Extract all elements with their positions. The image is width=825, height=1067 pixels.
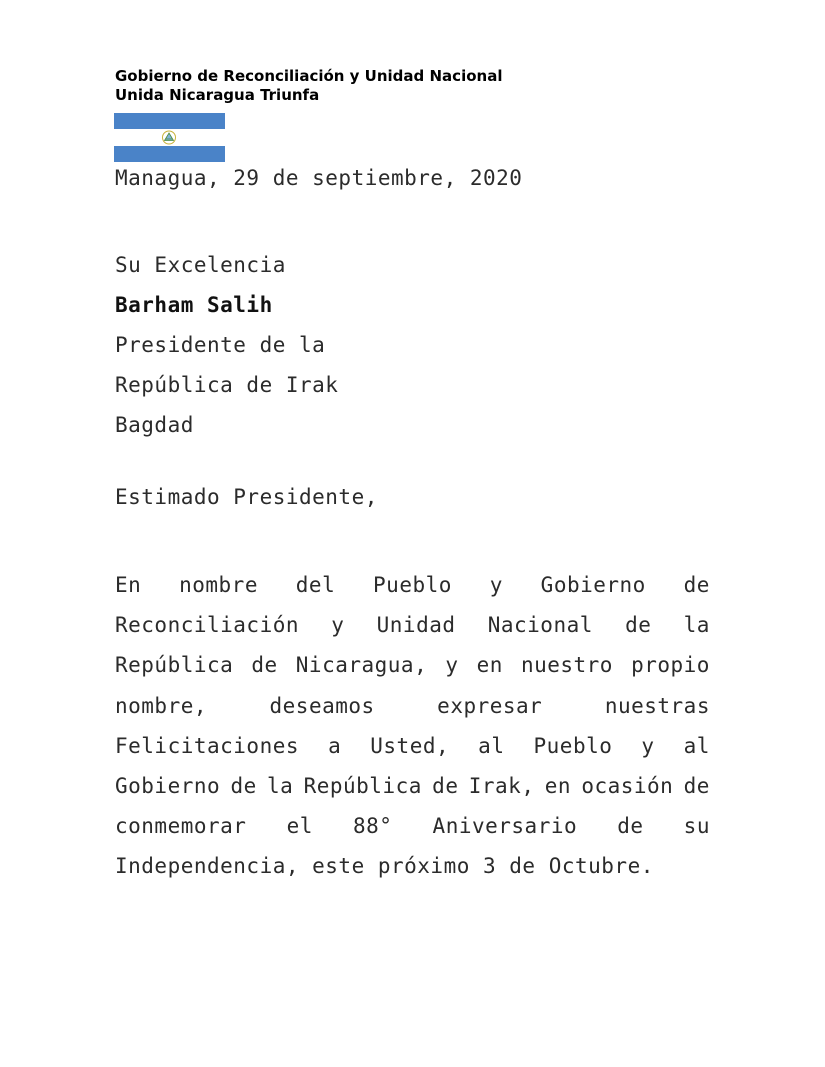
- body-line: [115, 605, 710, 645]
- body-word: el: [286, 814, 313, 839]
- body-word: del: [295, 573, 336, 597]
- body-word: de: [251, 653, 278, 678]
- body-line: [115, 846, 710, 886]
- flag-bottom-stripe: [114, 146, 225, 162]
- body-word: Usted,: [370, 733, 450, 758]
- body-word: conmemorar: [115, 814, 247, 839]
- letterhead-government-name: Gobierno de Reconciliación y Unidad Nacional: [115, 67, 503, 85]
- letterhead: [115, 67, 502, 105]
- body-word: y: [641, 733, 655, 758]
- body-word: Reconciliación: [115, 613, 300, 638]
- body-word: nombre: [179, 573, 258, 597]
- body-word: la: [267, 773, 294, 798]
- body-word: deseamos: [269, 693, 375, 718]
- body-line: [115, 645, 710, 685]
- body-word: Nacional: [487, 613, 593, 638]
- body-word: al: [683, 733, 710, 758]
- body-word: Pueblo: [373, 573, 452, 597]
- body-word: Unidad: [376, 613, 456, 638]
- body-word: Irak,: [468, 773, 535, 798]
- body-line: [115, 686, 710, 726]
- body-word: Pueblo: [533, 733, 613, 758]
- body-word: República: [303, 773, 422, 798]
- body-word: de: [432, 773, 459, 798]
- addressee-city: Bagdad: [115, 413, 194, 437]
- body-word: y: [445, 653, 459, 678]
- body-word: en: [544, 773, 572, 798]
- body-word: República: [115, 653, 234, 678]
- body-word: su: [683, 814, 710, 839]
- body-word: nuestro: [520, 653, 613, 678]
- body-word: Nicaragua,: [295, 653, 428, 678]
- body-line: [115, 726, 710, 766]
- body-line: [115, 806, 710, 846]
- body-word: Gobierno: [115, 773, 221, 798]
- nicaragua-flag-icon: [114, 113, 225, 162]
- addressee-title-line2: República de Irak: [115, 373, 339, 397]
- body-word: en: [476, 653, 503, 678]
- body-word: la: [683, 613, 710, 638]
- body-word: propio: [631, 653, 710, 678]
- coat-of-arms-icon: [161, 130, 177, 145]
- body-word: de: [230, 773, 257, 798]
- body-word: Independencia, este próximo 3 de Octubre.: [115, 854, 654, 879]
- body-word: y: [489, 573, 503, 597]
- body-word: En: [115, 573, 142, 597]
- body-word: de: [683, 773, 710, 798]
- body-line: [115, 766, 710, 806]
- letterhead-slogan: Unida Nicaragua Triunfa: [115, 86, 320, 104]
- body-word: 88°: [352, 814, 393, 839]
- body-word: ocasión: [581, 773, 674, 798]
- addressee-name: Barham Salih: [115, 293, 273, 317]
- body-word: Felicitaciones: [115, 733, 300, 758]
- body-word: a: [328, 733, 342, 758]
- body-word: al: [478, 733, 505, 758]
- addressee-honorific: Su Excelencia: [115, 253, 286, 277]
- body-word: expresar: [437, 693, 543, 718]
- body-word: nuestras: [604, 693, 710, 718]
- addressee-block: [115, 245, 338, 445]
- flag-top-stripe: [114, 113, 225, 129]
- body-word: Aniversario: [432, 814, 578, 839]
- body-word: de: [683, 573, 710, 597]
- addressee-title-line1: Presidente de la: [115, 333, 326, 357]
- body-word: Gobierno: [540, 573, 646, 597]
- body-word: de: [625, 613, 652, 638]
- body-line: [115, 565, 710, 605]
- body-word: de: [617, 814, 644, 839]
- salutation: Estimado Presidente,: [115, 485, 378, 509]
- body-word: y: [331, 613, 345, 638]
- body-word: nombre,: [115, 693, 208, 718]
- letter-date: Managua, 29 de septiembre, 2020: [115, 166, 523, 190]
- letter-body: [115, 565, 710, 887]
